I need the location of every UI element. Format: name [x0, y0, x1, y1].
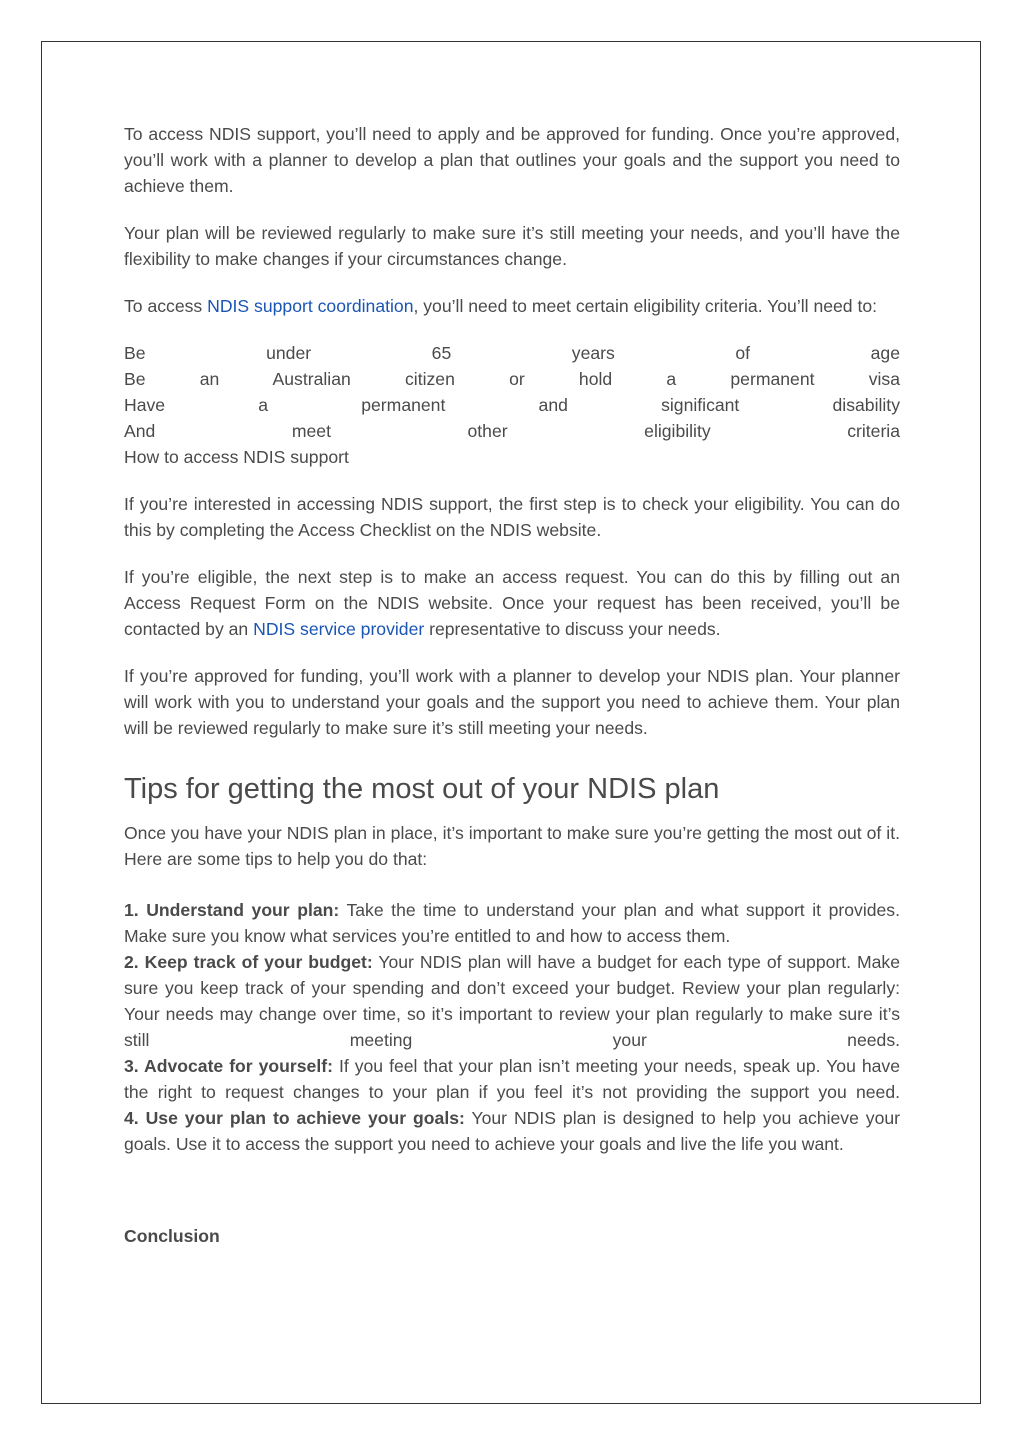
criteria-disability: Have a permanent and significant disability [124, 395, 900, 415]
tip-track-budget-text: Your NDIS plan will have a budget for each type of support. Make sure you keep track of your spending and don’t exceed your budget. Review your plan regularly: Your needs may change over time, so it’s important to review your plan regularly to make sure it’s still meeting your needs. [124, 952, 900, 1050]
tip-advocate-text: If you feel that your plan isn’t meeting your needs, speak up. You have the right to request changes to your plan if you feel it’s not providing the support you need. [124, 1056, 901, 1102]
tip-achieve-goals-label: 4. Use your plan to achieve your goals: [124, 1108, 465, 1128]
paragraph-review: Your plan will be reviewed regularly to make sure it’s still meeting your needs, and you’ll have the flexibility to make changes if your circumstances change. [124, 223, 900, 269]
tip-advocate-label: 3. Advocate for yourself: [124, 1056, 333, 1076]
link-ndis-service-provider[interactable]: NDIS service provider [253, 619, 425, 639]
tip-track-budget [124, 949, 900, 1053]
tip-advocate [124, 1053, 900, 1105]
criteria-age: Be under 65 years of age [124, 343, 900, 363]
paragraph-eligibility-start: To access [124, 296, 208, 316]
criteria-citizen: Be an Australian citizen or hold a permanent visa [124, 369, 900, 389]
tip-understand-plan-text: Take the time to understand your plan and what support it provides. Make sure you know what services you’re entitled to and how to access them. [124, 900, 900, 946]
heading-tips: Tips for getting the most out of your NDIS plan [124, 773, 720, 805]
paragraph-access-request [124, 564, 900, 642]
heading-conclusion: Conclusion [124, 1226, 220, 1246]
paragraph-access-request-end: representative to discuss your needs. [424, 619, 721, 639]
criteria-list [124, 340, 900, 470]
subheading-how-to-access: How to access NDIS support [124, 447, 349, 467]
link-ndis-support-coordination[interactable]: NDIS support coordination [207, 296, 414, 316]
tip-understand-plan [124, 897, 900, 949]
tip-achieve-goals [124, 1105, 900, 1157]
tips-list [124, 897, 900, 1157]
tip-understand-plan-label: 1. Understand your plan: [124, 900, 340, 920]
paragraph-eligibility [124, 293, 900, 319]
criteria-other: And meet other eligibility criteria [124, 421, 900, 441]
tip-track-budget-label: 2. Keep track of your budget: [124, 952, 373, 972]
tip-achieve-goals-text: Your NDIS plan is designed to help you achieve your goals. Use it to access the support you need to achieve your goals and live the life you want. [124, 1108, 901, 1154]
paragraph-eligibility-end: , you’ll need to meet certain eligibility criteria. You’ll need to: [413, 296, 878, 316]
paragraph-planner: If you’re approved for funding, you’ll work with a planner to develop your NDIS plan. Your planner will work with you to understand your goals and the support you need to achieve them. Your plan will be reviewed regularly to make sure it’s still meeting your needs. [124, 666, 900, 738]
paragraph-apply: To access NDIS support, you’ll need to apply and be approved for funding. Once you’re approved, you’ll work with a planner to develop a plan that outlines your goals and the support you need to achieve them. [124, 124, 900, 196]
paragraph-tips-intro: Once you have your NDIS plan in place, it’s important to make sure you’re getting the most out of it. Here are some tips to help you do that: [124, 823, 900, 869]
paragraph-check-eligibility: If you’re interested in accessing NDIS support, the first step is to check your eligibility. You can do this by completing the Access Checklist on the NDIS website. [124, 494, 900, 540]
document-body [124, 121, 900, 1249]
paragraph-access-request-start: If you’re eligible, the next step is to make an access request. You can do this by filling out an Access Request Form on the NDIS website. Once your request has been received, you’ll be contacted by an [124, 567, 900, 639]
